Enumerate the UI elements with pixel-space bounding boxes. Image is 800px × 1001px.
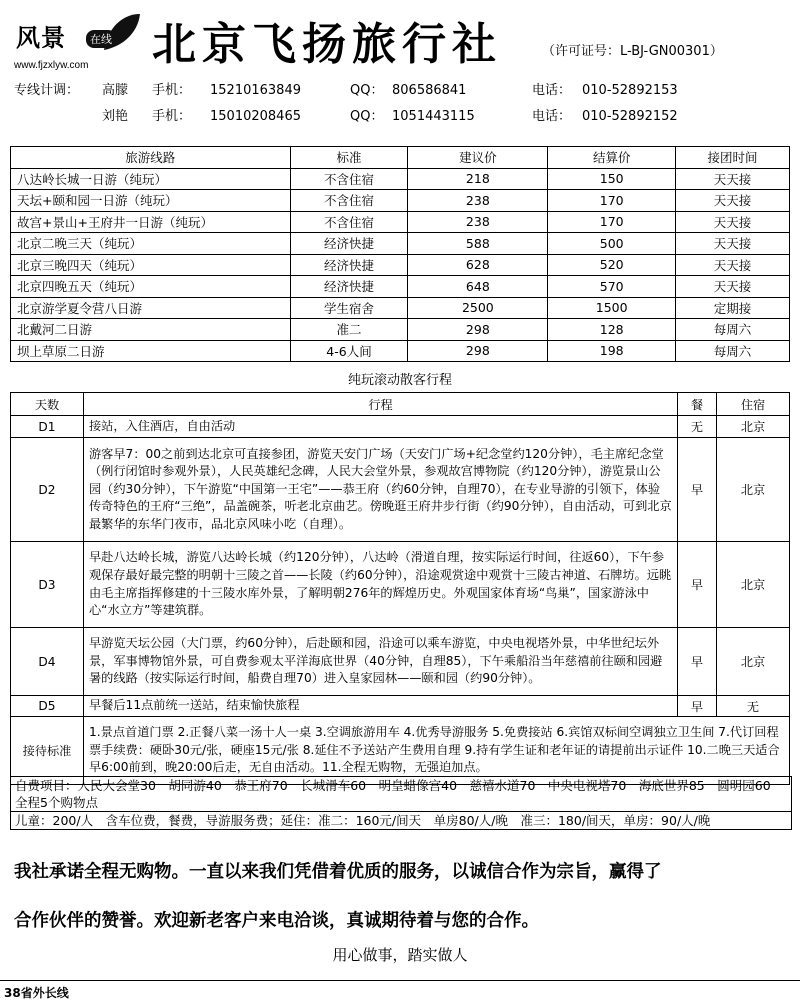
suggested-price: 2500 [408, 297, 548, 319]
route-name: 北京四晚五天（纯玩） [11, 276, 291, 298]
route-standard: 准二 [290, 319, 408, 341]
tel-label: 电话： [532, 109, 572, 124]
day-description: 接站，入住酒店，自由活动 [84, 416, 678, 438]
itinerary-header-row [11, 393, 790, 416]
route-standard: 不含住宿 [290, 211, 408, 233]
route-name: 北京二晚三天（纯玩） [11, 233, 291, 255]
routes-header-row [11, 147, 790, 169]
contact-role [14, 104, 102, 130]
tel-number: 010-52892153 [582, 83, 678, 98]
column-header: 行程 [84, 393, 678, 416]
route-name: 北京三晚四天（纯玩） [11, 254, 291, 276]
day-label: D2 [11, 438, 84, 542]
pickup-schedule: 天天接 [676, 211, 790, 233]
day-stay: 北京 [717, 628, 790, 696]
tel-number: 010-52892152 [582, 109, 678, 124]
route-name: 北京游学夏令营八日游 [11, 297, 291, 319]
pickup-schedule: 天天接 [676, 190, 790, 212]
qq-label: QQ： [350, 83, 384, 98]
itinerary-day-row [11, 416, 790, 438]
column-header: 住宿 [717, 393, 790, 416]
table-row [11, 254, 790, 276]
service-standard-label: 接待标准 [11, 717, 84, 785]
qq-label: QQ： [350, 109, 384, 124]
contact-row [14, 78, 794, 104]
day-description: 早游览天坛公园（大门票，约60分钟），后赴颐和园，沿途可以乘车游览，中央电视塔外景，中华世纪坛外景，军事博物馆外景，可自费参观太平洋海底世界（40分钟，自理85），下午乘船沿当年慈禧前往颐和园避暑的线路（按实际运行时间，船费自理70）进入皇家园林——颐和园（约90分钟）。 [84, 628, 678, 696]
itinerary-day-row [11, 438, 790, 542]
suggested-price: 218 [408, 168, 548, 190]
table-row [11, 276, 790, 298]
settlement-price: 128 [548, 319, 676, 341]
contact-info [14, 78, 794, 130]
route-name: 故宫+景山+王府井一日游（纯玩） [11, 211, 291, 233]
pickup-schedule: 定期接 [676, 297, 790, 319]
settlement-price: 570 [548, 276, 676, 298]
column-header: 标准 [290, 147, 408, 169]
route-standard: 学生宿舍 [290, 297, 408, 319]
suggested-price: 648 [408, 276, 548, 298]
column-header: 旅游线路 [11, 147, 291, 169]
pickup-schedule: 天天接 [676, 254, 790, 276]
mobile-number: 15210163849 [210, 83, 301, 98]
logo [8, 8, 138, 70]
table-row [11, 297, 790, 319]
pickup-schedule: 天天接 [676, 276, 790, 298]
pickup-schedule: 每周六 [676, 319, 790, 341]
day-label: D5 [11, 696, 84, 717]
table-row [11, 211, 790, 233]
suggested-price: 298 [408, 319, 548, 341]
itinerary-day-row [11, 628, 790, 696]
logo-url: www.fjzxlyw.com [14, 60, 89, 71]
table-row [11, 233, 790, 255]
route-name: 北戴河二日游 [11, 319, 291, 341]
agency-name: 北京飞扬旅行社 [152, 19, 502, 70]
column-header: 结算价 [548, 147, 676, 169]
settlement-price: 520 [548, 254, 676, 276]
day-label: D4 [11, 628, 84, 696]
settlement-price: 150 [548, 168, 676, 190]
suggested-price: 238 [408, 211, 548, 233]
day-stay: 无 [717, 696, 790, 717]
day-stay: 北京 [717, 542, 790, 628]
settlement-price: 170 [548, 211, 676, 233]
day-stay: 北京 [717, 416, 790, 438]
day-meal: 早 [678, 628, 717, 696]
page-footer: 38省外长线 [4, 986, 69, 1000]
route-standard: 4-6人间 [290, 340, 408, 362]
route-standard: 不含住宿 [290, 190, 408, 212]
day-label: D3 [11, 542, 84, 628]
day-description: 游客早7：00之前到达北京可直接参团，游览天安门广场（天安门广场+纪念堂约120分钟），毛主席纪念堂（例行闭馆时参观外景），人民英雄纪念碑，人民大会堂外景，参观故宫博物院（约120分钟），游览景山公园（约30分钟），下午游览“中国第一王宅”——恭王府（约60分钟，自理70），在专业导游的引领下，体验传奇特色的王府“三绝”，品盖碗茶，听老北京曲艺。傍晚逛王府井步行街（约90分钟），自由活动，可到北京最繁华的东华门夜市，品北京风味小吃（自理）。 [84, 438, 678, 542]
day-description: 早赴八达岭长城，游览八达岭长城（约120分钟），八达岭（滑道自理，按实际运行时间，往返60），下午参观保存最好最完整的明朝十三陵之首——长陵（约60分钟），沿途观赏途中观赏十三陵古神道、石牌坊。远眺由毛主席指挥修建的十三陵水库外景，了解明朝276年的辉煌历史。外观国家体育场“鸟巢”，国家游泳中心“水立方”等建筑群。 [84, 542, 678, 628]
column-header: 接团时间 [676, 147, 790, 169]
table-row [11, 190, 790, 212]
service-promise [14, 848, 794, 946]
suggested-price: 628 [408, 254, 548, 276]
contact-name: 高朦 [102, 83, 129, 98]
extras-box [10, 776, 792, 830]
route-name: 天坛+颐和园一日游（纯玩） [11, 190, 291, 212]
routes-table [10, 146, 790, 362]
table-row [11, 340, 790, 362]
service-standard-row [11, 717, 790, 785]
day-label: D1 [11, 416, 84, 438]
itinerary-table [10, 392, 790, 785]
contact-role: 专线计调： [14, 83, 80, 98]
children-pricing: 儿童：200/人 含车位费，餐费，导游服务费；延住：准二：160元/间天 单房80/人/晚 准三：180/间天，单房：90/人/晚 [11, 812, 791, 830]
route-standard: 经济快捷 [290, 233, 408, 255]
column-header: 建议价 [408, 147, 548, 169]
mobile-label: 手机： [152, 109, 192, 124]
day-stay: 北京 [717, 438, 790, 542]
divider [0, 980, 800, 981]
tel-label: 电话： [532, 83, 572, 98]
license-number: （许可证号：L-BJ-GN00301） [542, 44, 723, 59]
settlement-price: 170 [548, 190, 676, 212]
suggested-price: 588 [408, 233, 548, 255]
qq-number: 806586841 [392, 83, 467, 98]
column-header: 餐 [678, 393, 717, 416]
logo-text: 风景 [16, 24, 66, 52]
day-description: 早餐后11点前统一送站，结束愉快旅程 [84, 696, 678, 717]
route-name: 坝上草原二日游 [11, 340, 291, 362]
itinerary-day-row [11, 696, 790, 717]
settlement-price: 500 [548, 233, 676, 255]
pickup-schedule: 每周六 [676, 340, 790, 362]
settlement-price: 198 [548, 340, 676, 362]
motto: 用心做事，踏实做人 [332, 946, 468, 964]
contact-name: 刘艳 [102, 109, 129, 124]
itinerary-caption: 纯玩滚动散客行程 [347, 373, 452, 388]
route-standard: 经济快捷 [290, 276, 408, 298]
mobile-label: 手机： [152, 83, 192, 98]
day-meal: 早 [678, 696, 717, 717]
logo-subtext: 在线 [86, 30, 116, 48]
pickup-schedule: 天天接 [676, 168, 790, 190]
route-standard: 经济快捷 [290, 254, 408, 276]
promise-line: 合作伙伴的赞誉。欢迎新老客户来电洽谈，真诚期待着与您的合作。 [14, 911, 539, 931]
suggested-price: 238 [408, 190, 548, 212]
route-name: 八达岭长城一日游（纯玩） [11, 168, 291, 190]
day-meal: 无 [678, 416, 717, 438]
day-meal: 早 [678, 542, 717, 628]
contact-row [14, 104, 794, 130]
self-pay-items: 自费项目：人民大会堂30 胡同游40 恭王府70 长城滑车60 明皇蜡像宫40 慈禧水道70 中央电视塔70 海底世界85 圆明园60 全程5个购物点 [11, 777, 791, 812]
table-row [11, 319, 790, 341]
route-standard: 不含住宿 [290, 168, 408, 190]
day-meal: 早 [678, 438, 717, 542]
suggested-price: 298 [408, 340, 548, 362]
settlement-price: 1500 [548, 297, 676, 319]
itinerary-day-row [11, 542, 790, 628]
table-row [11, 168, 790, 190]
pickup-schedule: 天天接 [676, 233, 790, 255]
promise-line: 我社承诺全程无购物。一直以来我们凭借着优质的服务，以诚信合作为宗旨，赢得了 [14, 862, 662, 882]
qq-number: 1051443115 [392, 109, 475, 124]
service-standard-text: 1.景点首道门票 2.正餐八菜一汤十人一桌 3.空调旅游用车 4.优秀导游服务 5.免费接站 6.宾馆双标间空调独立卫生间 7.代订回程票手续费：硬卧30元/张，硬座15元/张 8.延住不予送站产生费用自理 9.持有学生证和老年证的请提前出示证件 10.二晚三天适合早6:00前到，晚20:00后走，无自由活动。11.全程无购物，无强迫加点。 [84, 717, 790, 785]
mobile-number: 15010208465 [210, 109, 301, 124]
column-header: 天数 [11, 393, 84, 416]
